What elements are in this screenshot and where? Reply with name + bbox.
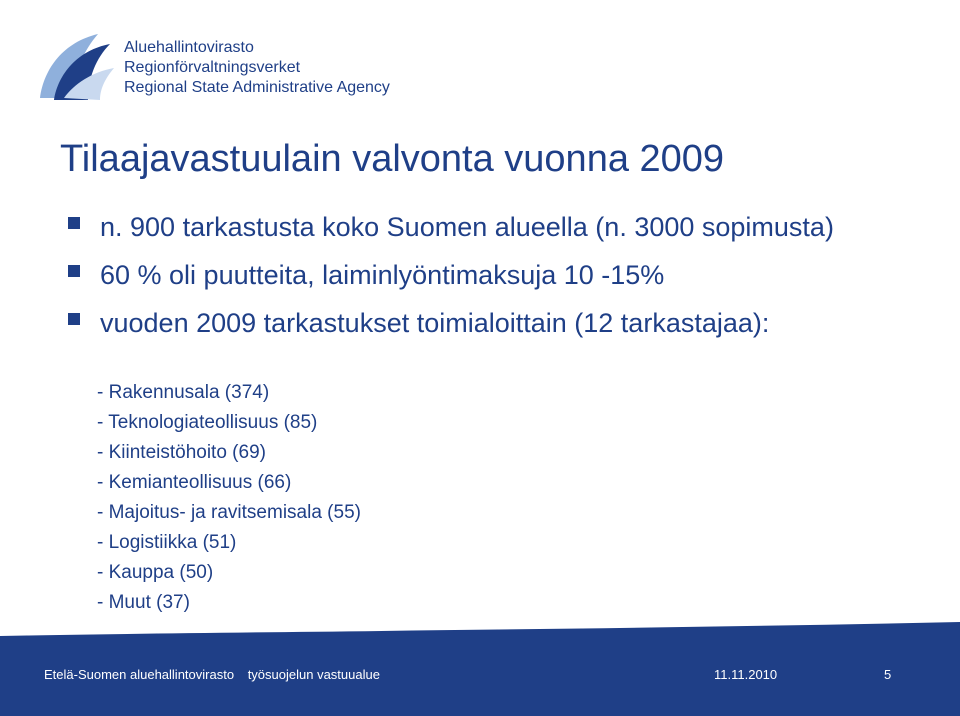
bullet-list (60, 208, 940, 352)
agency-logo-icon (34, 28, 116, 106)
footer-org-name: Etelä-Suomen aluehallintovirasto (44, 667, 235, 682)
footer-organization (44, 667, 380, 682)
footer-unit-name: työsuojelun vastuualue (247, 667, 380, 682)
list-item: - Rakennusala (374) (97, 382, 270, 403)
list-item: - Muut (37) (97, 592, 190, 613)
list-item: - Teknologiateollisuus (85) (97, 412, 318, 433)
page-number: 5 (884, 667, 892, 682)
list-item: - Kemianteollisuus (66) (97, 472, 292, 493)
agency-name-fi: Aluehallintovirasto (124, 39, 254, 56)
square-bullet-icon (68, 265, 80, 277)
footer-date: 11.11.2010 (714, 667, 778, 682)
agency-name-sv: Regionförvaltningsverket (124, 59, 301, 76)
bullet-text: vuoden 2009 tarkastukset toimialoittain (12 tarkastajaa): (100, 308, 770, 338)
list-item: - Kauppa (50) (97, 562, 214, 583)
square-bullet-icon (68, 313, 80, 325)
slide-title: Tilaajavastuulain valvonta vuonna 2009 (60, 138, 725, 180)
list-item: - Majoitus- ja ravitsemisala (55) (97, 502, 361, 523)
bullet-text: 60 % oli puutteita, laiminlyöntimaksuja 10 -15% (100, 260, 665, 290)
list-item: - Kiinteistöhoito (69) (97, 442, 266, 463)
square-bullet-icon (68, 217, 80, 229)
bullet-item (60, 304, 940, 342)
bullet-item (60, 256, 940, 294)
bullet-text: n. 900 tarkastusta koko Suomen alueella (n. 3000 sopimusta) (100, 212, 834, 242)
industry-list (97, 378, 361, 618)
agency-name (124, 38, 390, 98)
list-item: - Logistiikka (51) (97, 532, 237, 553)
agency-name-en: Regional State Administrative Agency (124, 79, 390, 96)
bullet-item (60, 208, 940, 246)
